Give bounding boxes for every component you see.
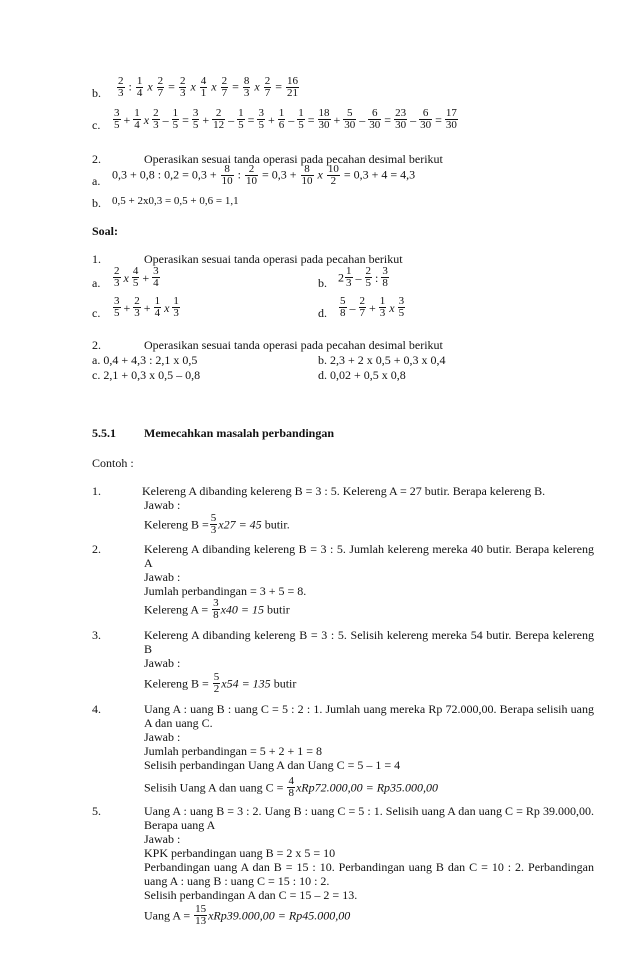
- operator: +: [202, 112, 210, 127]
- times-symbol: x: [389, 300, 395, 315]
- fraction: $\frac{23}{30}$: [395, 107, 407, 131]
- operator: +: [123, 112, 131, 127]
- fraction: $\frac{1}{5}$: [172, 107, 179, 131]
- fraction: $\frac{2}{3}$: [114, 265, 120, 289]
- ex2-b-expression: 0,5 + 2x0,3 = 0,5 + 0,6 = 1,1: [112, 195, 239, 207]
- fraction: $\frac{18}{30}$: [318, 107, 330, 131]
- problem-4-line2: Selisih perbandingan Uang A dan Uang C = 5 – 1 = 4: [144, 758, 401, 772]
- soal-q1-b-label: b.: [318, 276, 327, 290]
- problem-5-number: 5.: [92, 804, 101, 818]
- ex2-a-label: a.: [92, 174, 101, 188]
- fraction: $\frac{1}{6}$: [278, 107, 285, 131]
- fraction: $\frac{2}{3}$: [118, 75, 124, 99]
- problem-2-number: 2.: [92, 542, 101, 556]
- soal-q1-d-label: d.: [318, 306, 327, 320]
- times-symbol: x: [164, 300, 170, 315]
- ex1-b-expression: $\frac{2}{3}$ : $\frac{1}{4}$ x $\frac{2}{7}$ = $\frac{2}{3}$ x $\frac{4}{1}$ x $\frac{2}{7}$ = $\frac{8}{3}$ x $\frac{2}{7}$ = $\frac{16}{21}$: [118, 75, 298, 99]
- fraction: $\frac{3}{5}$: [192, 107, 199, 131]
- problem-5-line3: Selisih perbandingan A dan C = 15 – 2 = 13.: [144, 888, 358, 902]
- ex1-c-expression: [112, 108, 459, 131]
- problem-5-line1: KPK perbandingan uang B = 2 x 5 = 10: [144, 846, 336, 860]
- operator: +: [267, 112, 275, 127]
- soal-q1-instruction: Operasikan sesuai tanda operasi pada pecahan berikut: [144, 252, 403, 266]
- section-title: Memecahkan masalah perbandingan: [144, 426, 335, 440]
- problem-5-jawab: Jawab :: [144, 832, 181, 846]
- operator: –: [228, 112, 235, 127]
- soal-q1-c-label: c.: [92, 306, 101, 320]
- operator: –: [355, 270, 362, 285]
- fraction: $\frac{2}{3}$: [134, 295, 140, 319]
- fraction: $\frac{3}{5}$: [114, 107, 120, 131]
- ex1-c-label: c.: [92, 118, 101, 132]
- fraction: $\frac{4}{5}$: [132, 265, 139, 289]
- problem-4-text: Uang A : uang B : uang C = 5 : 2 : 1. Jumlah uang mereka Rp 72.000,00. Berapa selisih uang A dan uang C.: [144, 702, 594, 730]
- fraction: $\frac{3}{8}$: [382, 265, 388, 289]
- soal-q2-instruction: Operasikan sesuai tanda operasi pada pecahan desimal berikut: [144, 338, 443, 352]
- soal-q1-number: 1.: [92, 252, 101, 266]
- soal-q1-a-expression: [112, 266, 161, 289]
- fraction: $\frac{1}{3}$: [379, 295, 386, 319]
- problem-3-jawab: Jawab :: [144, 656, 181, 670]
- ex2-b-label: b.: [92, 196, 101, 210]
- ex1-b-label: b.: [92, 86, 101, 100]
- fraction: $\frac{1}{5}$: [298, 107, 304, 131]
- problem-4-jawab: Jawab :: [144, 730, 181, 744]
- ex2-number: 2.: [92, 152, 101, 166]
- soal-q2-number: 2.: [92, 338, 101, 352]
- fraction: $\frac{2}{3}$: [153, 107, 159, 131]
- fraction: $\frac{2}{12}$: [213, 107, 225, 131]
- problem-5-answer: Uang A = $\frac{15}{13}$ xRp39.000,00 = Rp45.000,00: [144, 903, 351, 927]
- problem-3-number: 3.: [92, 628, 101, 642]
- problem-1-number: 1.: [92, 484, 101, 498]
- fraction: $\frac{6}{30}$: [369, 107, 381, 131]
- problem-2-jawab: Jawab :: [144, 570, 181, 584]
- fraction: $\frac{3}{5}$: [114, 295, 120, 319]
- soal-q2-c: c. 2,1 + 0,3 x 0,5 – 0,8: [92, 368, 201, 382]
- fraction: $\frac{1}{5}$: [238, 107, 244, 131]
- problem-2-text: Kelereng A dibanding kelereng B = 3 : 5. Jumlah kelereng mereka 40 butir. Berapa kelereng A: [144, 542, 594, 570]
- ex2-a-expression: 0,3 + 0,8 : 0,2 = 0,3 + $\frac{8}{10}$ : $\frac{2}{10}$ = 0,3 + $\frac{8}{10}$ x $\frac{10}{2}$ = 0,3 + 4 = 4,3: [112, 163, 416, 187]
- soal-q1-c-expression: [112, 296, 181, 319]
- problem-5-line2: Perbandingan uang A dan B = 15 : 10. Perbandingan uang B dan C = 10 : 2. Perbandingan uang A : uang B : uang C = 15 : 10 : 2.: [144, 860, 594, 888]
- problem-1-text: Kelereng A dibanding kelereng B = 3 : 5. Kelereng A = 27 butir. Berapa kelereng B.: [142, 484, 546, 498]
- operator: +: [123, 300, 131, 315]
- problem-4-answer: Selisih Uang A dan uang C = $\frac{4}{8}$ xRp72.000,00 = Rp35.000,00: [144, 775, 439, 799]
- problem-2-line1: Jumlah perbandingan = 3 + 5 = 8.: [144, 584, 307, 598]
- soal-q2-a: a. 0,4 + 4,3 : 2,1 x 0,5: [92, 353, 198, 367]
- problem-1-answer: Kelereng B = $\frac{5}{3}$ x27 = 45 butir.: [144, 512, 290, 536]
- fraction: $\frac{1}{4}$: [134, 107, 140, 131]
- operator: +: [143, 300, 151, 315]
- operator: +: [333, 112, 341, 127]
- section-number: 5.5.1: [92, 426, 116, 440]
- operator: =: [307, 112, 315, 127]
- operator: =: [247, 112, 255, 127]
- problem-3-text: Kelereng A dibanding kelereng B = 3 : 5. Selisih kelereng mereka 54 butir. Berepa kelereng B: [144, 628, 594, 656]
- fraction: $\frac{1}{3}$: [346, 265, 352, 289]
- operator: +: [142, 270, 150, 285]
- times-symbol: x: [143, 112, 150, 127]
- contoh-label: Contoh :: [92, 456, 134, 470]
- fraction: $\frac{3}{4}$: [153, 265, 159, 289]
- fraction: $\frac{2}{7}$: [359, 295, 365, 319]
- fraction: $\frac{3}{5}$: [398, 295, 405, 319]
- operator: =: [435, 112, 442, 127]
- soal-q1-d-expression: [338, 296, 406, 319]
- problem-5-text: Uang A : uang B = 3 : 2. Uang B : uang C = 5 : 1. Selisih uang A dan uang C = Rp 39.000,00. Berapa uang A: [144, 804, 594, 832]
- fraction: $\frac{1}{3}$: [173, 295, 179, 319]
- problem-3-answer: Kelereng B = $\frac{5}{2}$ x54 = 135 butir: [144, 671, 297, 695]
- operator: =: [182, 112, 189, 127]
- problem-2-answer: Kelereng A = $\frac{3}{8}$ x40 = 15 butir: [144, 597, 290, 621]
- soal-q2-d: d. 0,02 + 0,5 x 0,8: [318, 368, 406, 382]
- soal-q1-a-label: a.: [92, 276, 101, 290]
- fraction: $\frac{17}{30}$: [445, 107, 457, 131]
- soal-q2-b: b. 2,3 + 2 x 0,5 + 0,3 x 0,4: [318, 353, 446, 367]
- fraction: $\frac{6}{30}$: [420, 107, 432, 131]
- operator: –: [349, 300, 356, 315]
- fraction: $\frac{3}{5}$: [258, 107, 264, 131]
- soal-heading: Soal:: [92, 224, 119, 238]
- times-symbol: x: [123, 270, 129, 285]
- operator: –: [410, 112, 417, 127]
- problem-4-number: 4.: [92, 702, 101, 716]
- problem-4-line1: Jumlah perbandingan = 5 + 2 + 1 = 8: [144, 744, 323, 758]
- fraction: $\frac{1}{4}$: [154, 295, 161, 319]
- operator: :: [375, 270, 379, 285]
- operator: –: [288, 112, 295, 127]
- soal-q1-b-expression: 2 $\frac{1}{3}$ – $\frac{2}{5}$ : $\frac{3}{8}$: [338, 265, 388, 289]
- operator: –: [359, 112, 366, 127]
- ex2-instruction: Operasikan sesuai tanda operasi pada pecahan desimal berikut: [144, 152, 443, 166]
- operator: +: [369, 300, 376, 315]
- operator: –: [162, 112, 169, 127]
- problem-1-jawab: Jawab :: [144, 498, 181, 512]
- fraction: $\frac{5}{8}$: [340, 295, 346, 319]
- fraction: $\frac{5}{30}$: [344, 107, 356, 131]
- fraction: $\frac{2}{5}$: [365, 265, 371, 289]
- operator: =: [384, 112, 392, 127]
